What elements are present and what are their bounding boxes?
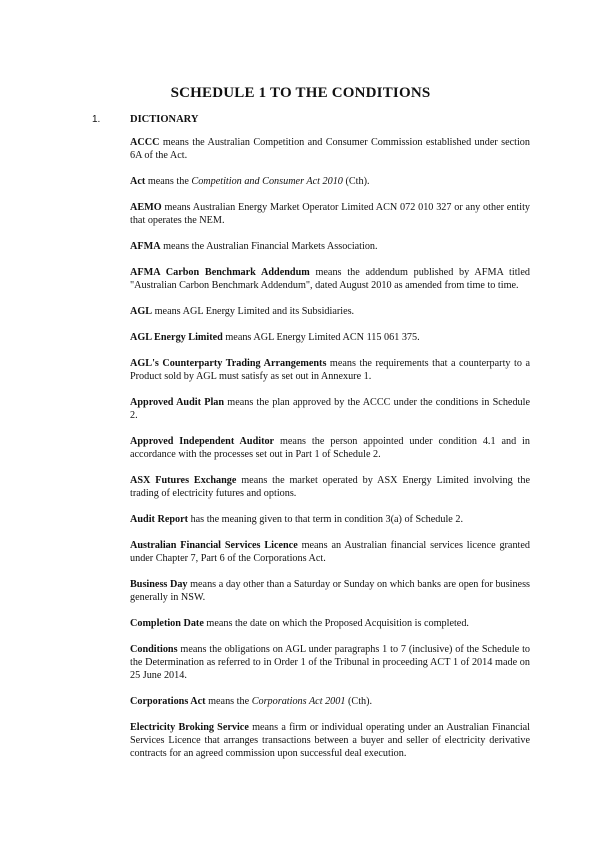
definition-approved-audit-plan xyxy=(130,396,530,422)
definition-term: ACCC xyxy=(130,137,160,148)
definitions-list xyxy=(130,136,530,773)
definition-text: means an Australian financial services licence granted under Chapter 7, Part 6 of the Corporations Act. xyxy=(130,540,530,564)
definition-italic-text: Corporations Act 2001 xyxy=(251,696,346,707)
definition-corporations-act xyxy=(130,695,530,708)
definition-australian-financial-services-licence xyxy=(130,539,530,565)
definition-text: has the meaning given to that term in condition 3(a) of Schedule 2. xyxy=(188,514,464,525)
definition-term: AFMA xyxy=(130,241,161,252)
definition-text: means the person appointed under condition 4.1 and in accordance with the processes set out in Part 1 of Schedule 2. xyxy=(130,436,530,460)
definition-text-tail: (Cth). xyxy=(342,176,370,187)
section-title: DICTIONARY xyxy=(130,114,199,125)
definition-term: Business Day xyxy=(130,579,188,590)
definition-term: Approved Independent Auditor xyxy=(130,436,275,447)
definition-text: means the plan approved by the ACCC under the conditions in Schedule 2. xyxy=(130,397,530,421)
definition-term: Audit Report xyxy=(130,514,189,525)
definition-aemo xyxy=(130,201,530,227)
definition-agl xyxy=(130,305,530,318)
definition-approved-independent-auditor xyxy=(130,435,530,461)
definition-text: means Australian Energy Market Operator Limited ACN 072 010 327 or any other entity that operates the NEM. xyxy=(130,202,530,226)
section-number: 1. xyxy=(92,114,101,125)
definition-text: means a day other than a Saturday or Sunday on which banks are open for business generally in NSW. xyxy=(130,579,530,603)
definition-electricity-broking-service xyxy=(130,721,530,760)
definition-term: AEMO xyxy=(130,202,162,213)
definition-text: means the Australian Competition and Consumer Commission established under section 6A of the Act. xyxy=(130,137,530,161)
definition-term: AGL's Counterparty Trading Arrangements xyxy=(130,358,327,369)
definition-agl-energy-limited xyxy=(130,331,530,344)
definition-text: means AGL Energy Limited ACN 115 061 375. xyxy=(222,332,420,343)
definition-conditions xyxy=(130,643,530,682)
definition-business-day xyxy=(130,578,530,604)
definition-text: means a firm or individual operating under an Australian Financial Services Licence that arranges transactions between a buyer and seller of electricity derivative contracts for an agreed commission upon successful deal execution. xyxy=(130,722,530,759)
definition-text: means the market operated by ASX Energy Limited involving the trading of electricity futures and options. xyxy=(130,475,530,499)
definition-text: means the xyxy=(145,176,192,187)
definition-text: means the requirements that a counterparty to a Product sold by AGL must satisfy as set out in Annexure 1. xyxy=(130,358,530,382)
definition-term: Approved Audit Plan xyxy=(130,397,225,408)
definition-asx-futures-exchange xyxy=(130,474,530,500)
definition-text-tail: (Cth). xyxy=(345,696,373,707)
definition-text: means the date on which the Proposed Acquisition is completed. xyxy=(203,618,469,629)
definition-term: Electricity Broking Service xyxy=(130,722,249,733)
definition-term: Australian Financial Services Licence xyxy=(130,540,298,551)
definition-text: means the obligations on AGL under paragraphs 1 to 7 (inclusive) of the Schedule to the Determination as referred to in Order 1 of the Tribunal in proceeding ACT 1 of 2014 made on 25 June 2014. xyxy=(130,644,530,681)
definition-text: means the addendum published by AFMA titled "Australian Carbon Benchmark Addendum", dated August 2010 as amended from time to time. xyxy=(130,267,530,291)
definition-term: Conditions xyxy=(130,644,178,655)
definition-term: AGL Energy Limited xyxy=(130,332,223,343)
definition-afma-carbon-benchmark-addendum xyxy=(130,266,530,292)
definition-act xyxy=(130,175,530,188)
definition-term: AGL xyxy=(130,306,153,317)
definition-term: Corporations Act xyxy=(130,696,206,707)
definition-agl-counterparty-trading-arrangements xyxy=(130,357,530,383)
definition-text: means AGL Energy Limited and its Subsidiaries. xyxy=(152,306,355,317)
definition-term: AFMA Carbon Benchmark Addendum xyxy=(130,267,310,278)
definition-text: means the Australian Financial Markets Association. xyxy=(160,241,378,252)
definition-audit-report xyxy=(130,513,530,526)
definition-accc xyxy=(130,136,530,162)
definition-afma xyxy=(130,240,530,253)
page-title: SCHEDULE 1 TO THE CONDITIONS xyxy=(170,85,431,101)
definition-text: means the xyxy=(205,696,252,707)
definition-term: ASX Futures Exchange xyxy=(130,475,237,486)
definition-completion-date xyxy=(130,617,530,630)
definition-italic-text: Competition and Consumer Act 2010 xyxy=(191,176,343,187)
definition-term: Completion Date xyxy=(130,618,204,629)
definition-term: Act xyxy=(130,176,146,187)
